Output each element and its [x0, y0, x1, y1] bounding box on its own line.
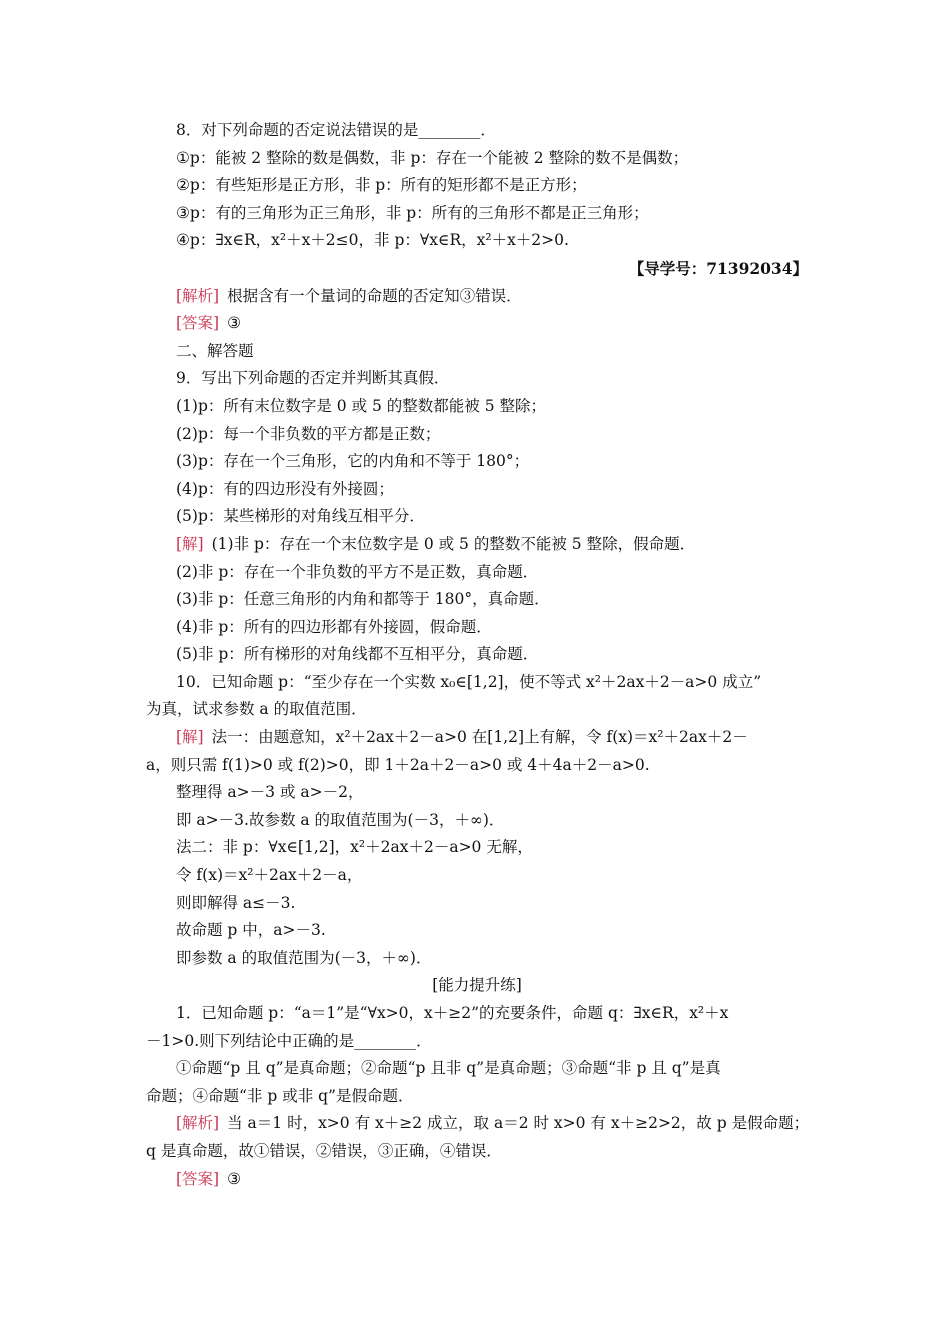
solution-line-1 — [146, 531, 808, 559]
solution-line-2: (2)非 p：存在一个非负数的平方不是正数，真命题． — [176, 562, 539, 581]
q10-solution-line-2: a，则只需 f(1)>0 或 f(2)>0，即 1＋2a＋2－a>0 或 4＋4a＋2－a>0. — [146, 755, 650, 774]
ability-analysis-line — [146, 1110, 808, 1138]
guide-number: 【导学号：71392034】 — [628, 258, 808, 278]
ability-question-1-cont: －1>0.则下列结论中正确的是________． — [146, 1031, 432, 1050]
solution-line-5: (5)非 p：所有梯形的对角线都不互相平分，真命题． — [176, 645, 539, 664]
ability-options-cont: 命题；④命题“非 p 或非 q”是假命题． — [146, 1086, 414, 1105]
q9-item-3: (3)p：存在一个三角形，它的内角和不等于 180°； — [176, 452, 530, 471]
q10-solution-line-7: 则即解得 a≤－3. — [176, 893, 296, 912]
analysis-line — [146, 283, 808, 311]
question-9: 9．写出下列命题的否定并判断其真假． — [176, 369, 450, 388]
q9-item-4: (4)p：有的四边形没有外接圆； — [176, 479, 394, 498]
analysis-text: 根据含有一个量词的命题的否定知③错误． — [227, 286, 522, 305]
question-8: 8．对下列命题的否定说法错误的是________． — [176, 121, 496, 139]
ability-analysis-text: 当 a＝1 时，x>0 有 x＋≥2 成立，取 a＝2 时 x>0 有 x＋≥2>2，故 p 是假命题； — [227, 1114, 810, 1133]
analysis-tag-2: [解析] — [176, 1114, 220, 1133]
solution-line-3: (3)非 p：任意三角形的内角和都等于 180°，真命题． — [176, 590, 550, 609]
q10-solution-line-3: 整理得 a>－3 或 a>－2， — [176, 783, 364, 802]
answer-tag-2: [答案] — [176, 1169, 220, 1188]
answer-line — [146, 310, 808, 338]
option-1: ①p：能被 2 整除的数是偶数，非 p：存在一个能被 2 整除的数不是偶数； — [176, 148, 689, 167]
q10-solution-line-6: 令 f(x)＝x²＋2ax＋2－a， — [176, 866, 363, 885]
q10-solution-line-9: 即参数 a 的取值范围为(－3，＋∞)． — [176, 948, 432, 967]
ability-heading: [能力提升练] — [432, 976, 522, 995]
q9-item-5: (5)p：某些梯形的对角线互相平分． — [176, 507, 425, 526]
solution-text-1: (1)非 p：存在一个末位数字是 0 或 5 的整数不能被 5 整除，假命题． — [211, 534, 696, 553]
q10-solution-line-5: 法二：非 p：∀x∈[1,2]，x²＋2ax＋2－a>0 无解， — [176, 838, 533, 857]
option-2: ②p：有些矩形是正方形，非 p：所有的矩形都不是正方形； — [176, 176, 587, 195]
q9-item-2: (2)p：每一个非负数的平方都是正数； — [176, 424, 441, 443]
answer-text: ③ — [227, 314, 242, 333]
answer-tag: [答案] — [176, 314, 220, 333]
section-heading: 二、解答题 — [176, 341, 254, 360]
option-3: ③p：有的三角形为正三角形，非 p：所有的三角形不都是正三角形； — [176, 203, 649, 222]
ability-answer-text: ③ — [227, 1169, 242, 1188]
solution-line-4: (4)非 p：所有的四边形都有外接圆，假命题． — [176, 617, 492, 636]
question-10-cont: 为真，试求参数 a 的取值范围． — [146, 700, 367, 719]
ability-question-1: 1．已知命题 p：“a＝1”是“∀x>0，x＋≥2”的充要条件，命题 q：∃x∈R，x²＋x — [176, 1004, 729, 1022]
q10-solution-line-8: 故命题 p 中，a>－3. — [176, 921, 326, 940]
q9-item-1: (1)p：所有末位数字是 0 或 5 的整数都能被 5 整除； — [176, 396, 547, 415]
q10-solution-text-1: 法一：由题意知，x²＋2ax＋2－a>0 在[1,2]上有解，令 f(x)＝x²＋2ax＋2－ — [211, 728, 748, 747]
q10-solution-line-1 — [146, 724, 808, 752]
option-4: ④p：∃x∈R，x²＋x＋2≤0，非 p：∀x∈R，x²＋x＋2>0. — [176, 231, 569, 250]
q10-solution-line-4: 即 a>－3.故参数 a 的取值范围为(－3，＋∞)． — [176, 810, 505, 829]
solution-tag: [解] — [176, 534, 204, 553]
analysis-tag: [解析] — [176, 286, 220, 305]
solution-tag-2: [解] — [176, 728, 204, 747]
question-10: 10．已知命题 p：“至少存在一个实数 x₀∈[1,2]，使不等式 x²＋2ax＋2－a>0 成立” — [176, 672, 762, 691]
ability-answer-line — [146, 1166, 808, 1194]
ability-options: ①命题“p 且 q”是真命题；②命题“p 且非 q”是真命题；③命题“非 p 且 q”是真 — [176, 1059, 721, 1078]
document-body — [146, 117, 808, 1193]
ability-analysis-cont: q 是真命题，故①错误，②错误，③正确，④错误． — [146, 1141, 502, 1160]
